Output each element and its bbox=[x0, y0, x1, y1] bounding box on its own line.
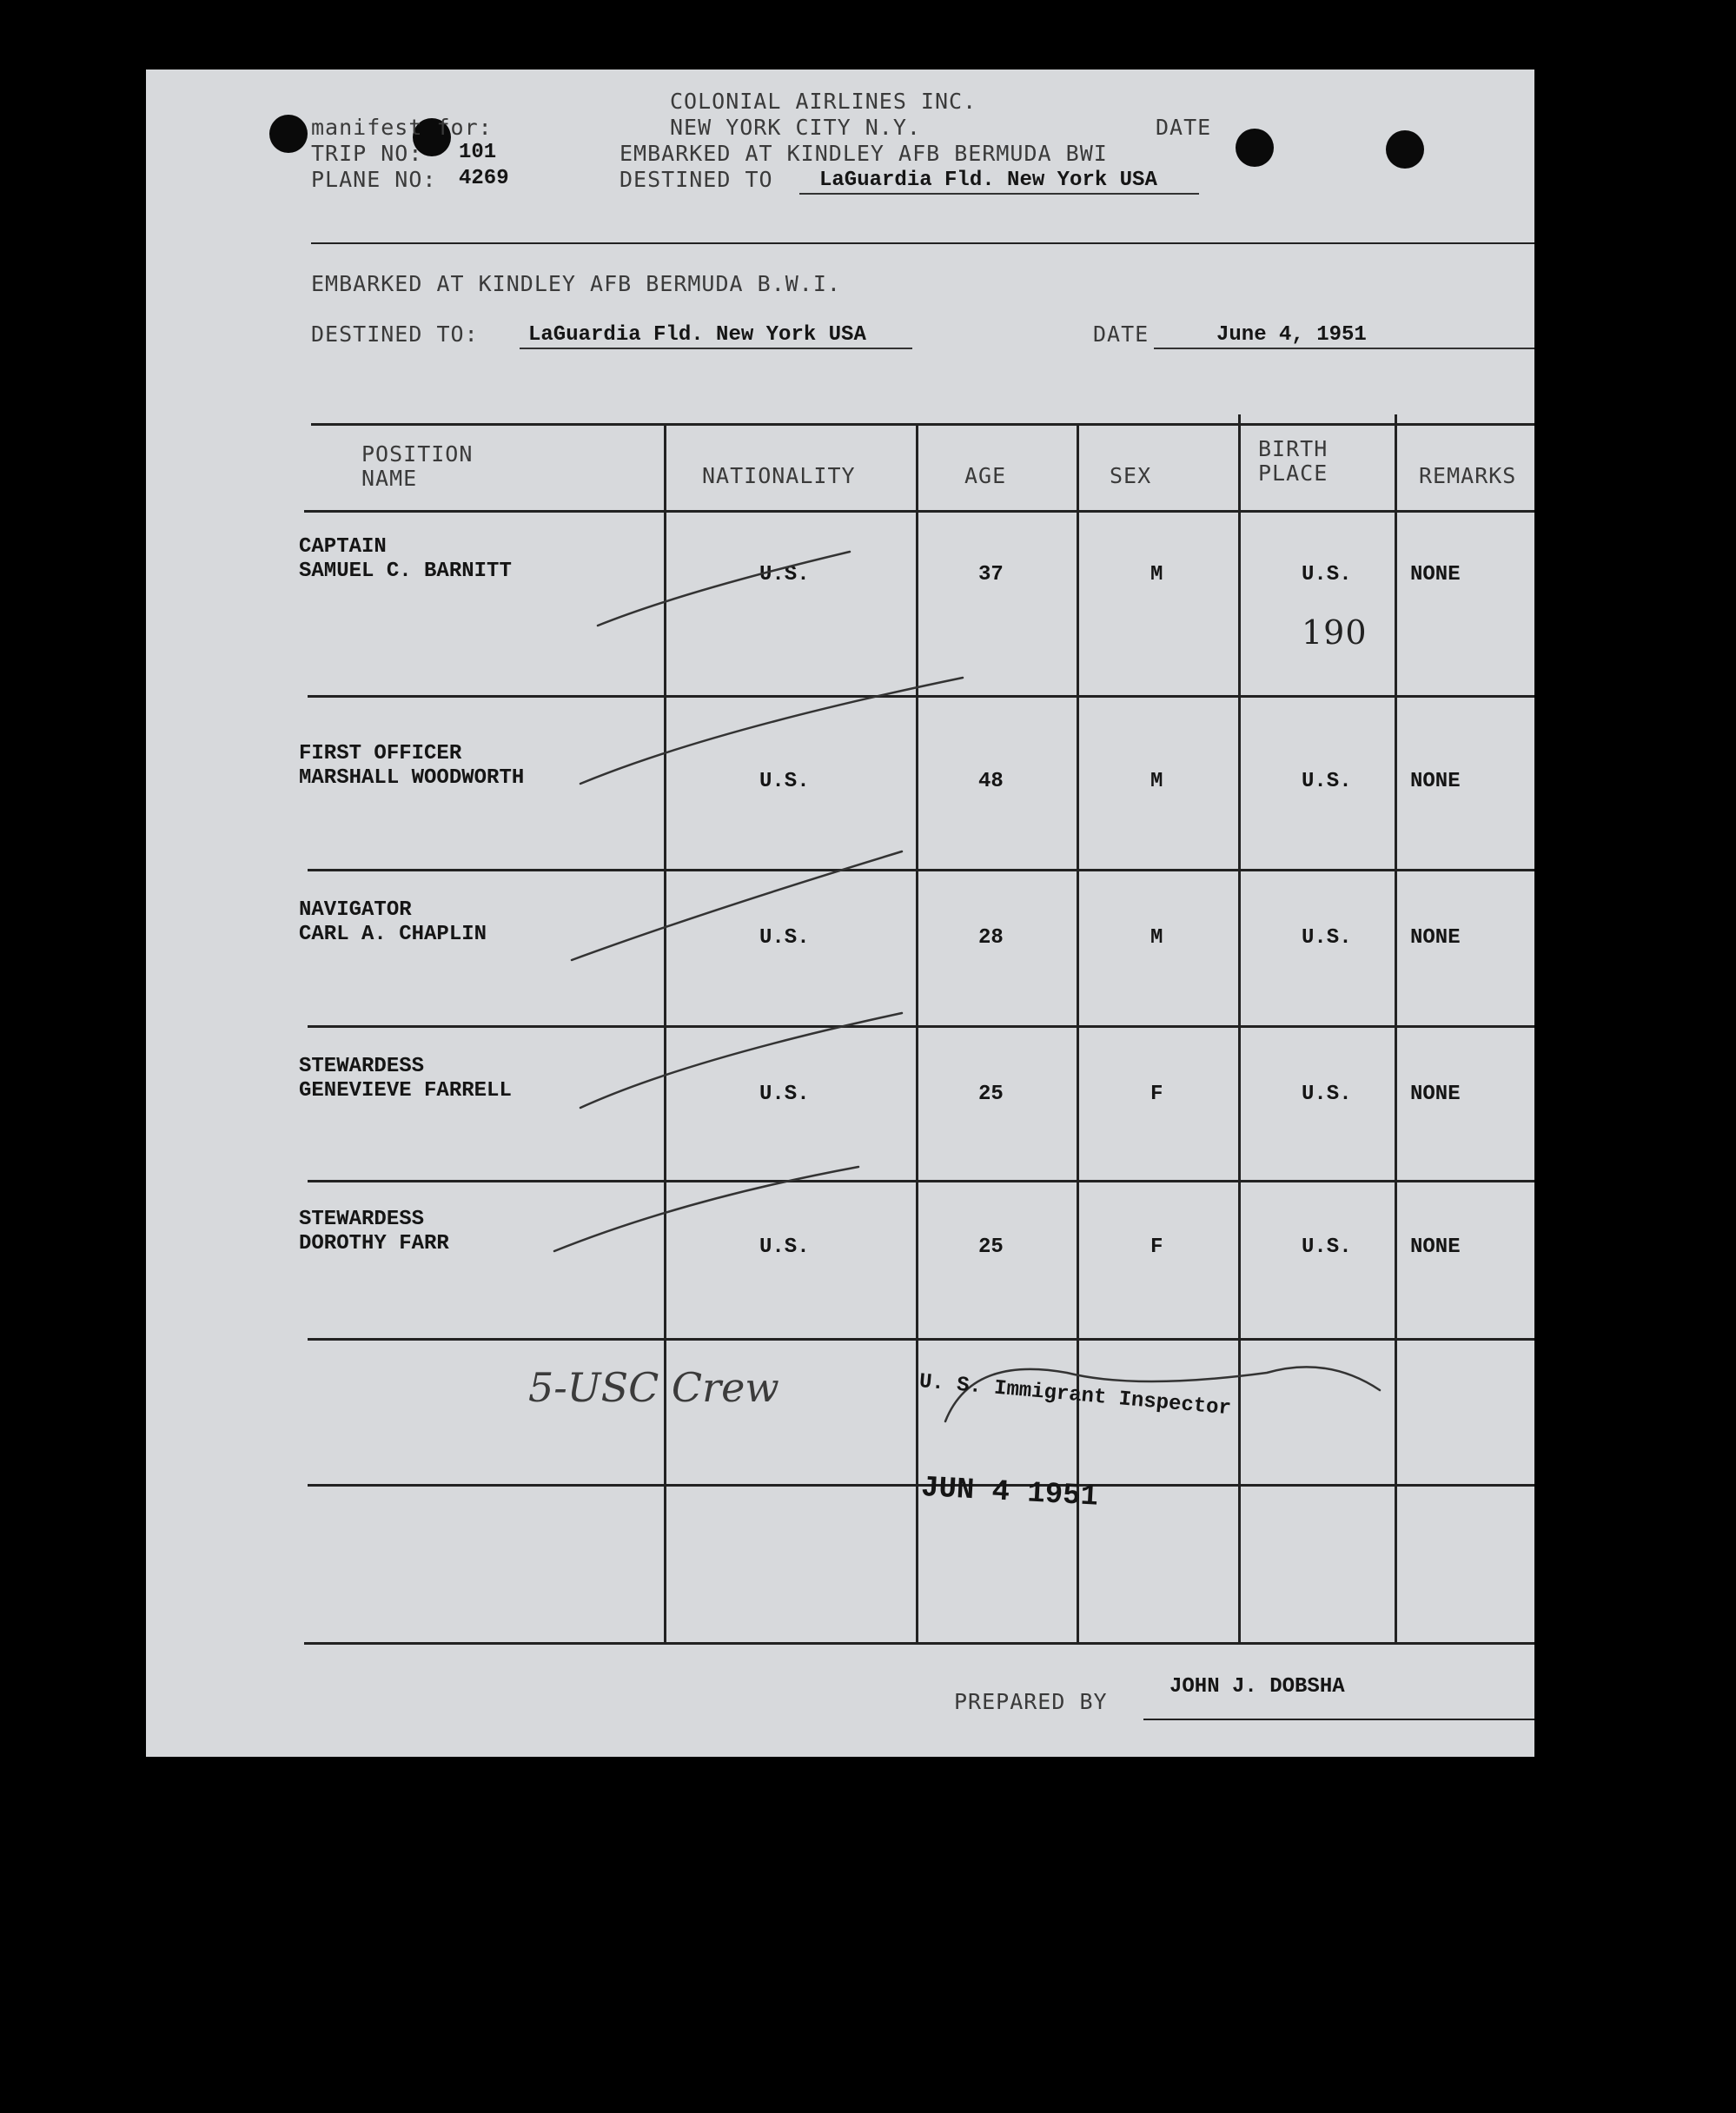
crew-position: NAVIGATOR bbox=[299, 898, 412, 922]
plane-number: 4269 bbox=[459, 167, 509, 190]
crew-position: STEWARDESS bbox=[299, 1208, 425, 1231]
birth-place-cell: U.S. bbox=[1302, 1083, 1352, 1106]
embarked-full: EMBARKED AT KINDLEY AFB BERMUDA B.W.I. bbox=[311, 271, 841, 296]
remarks-cell: NONE bbox=[1410, 1083, 1461, 1106]
col-header-age: AGE bbox=[964, 463, 1007, 488]
date-label: DATE bbox=[1093, 321, 1150, 347]
remarks-cell: NONE bbox=[1410, 1235, 1461, 1259]
destined-value-2: LaGuardia Fld. New York USA bbox=[528, 323, 866, 347]
crew-note: 5-USC Crew bbox=[528, 1364, 779, 1411]
birth-place-cell: U.S. bbox=[1302, 1235, 1352, 1259]
crew-name: MARSHALL WOODWORTH bbox=[299, 766, 525, 790]
col-header-name: NAME bbox=[361, 466, 418, 491]
age-cell: 37 bbox=[978, 563, 1004, 586]
col-header-remarks: REMARKS bbox=[1419, 463, 1517, 488]
col-header-birth: BIRTH bbox=[1258, 436, 1329, 461]
birth-place-cell: U.S. bbox=[1302, 770, 1352, 793]
sex-cell: M bbox=[1150, 770, 1163, 793]
manifest-label: manifest for: bbox=[311, 115, 493, 140]
crew-position: STEWARDESS bbox=[299, 1055, 425, 1078]
destined-label-2: DESTINED TO: bbox=[311, 321, 479, 347]
age-cell: 25 bbox=[978, 1235, 1004, 1259]
sex-cell: F bbox=[1150, 1083, 1163, 1106]
company-name: COLONIAL AIRLINES INC. bbox=[670, 89, 977, 114]
nationality-cell: U.S. bbox=[759, 1083, 810, 1106]
crew-name: GENEVIEVE FARRELL bbox=[299, 1079, 512, 1103]
prepared-by-label: PREPARED BY bbox=[954, 1689, 1108, 1714]
col-header-position: POSITION bbox=[361, 441, 474, 467]
birth-place-cell: U.S. bbox=[1302, 563, 1352, 586]
date-stamp: JUN 4 1951 bbox=[920, 1472, 1099, 1514]
destined-value: LaGuardia Fld. New York USA bbox=[819, 169, 1157, 192]
nationality-cell: U.S. bbox=[759, 563, 810, 586]
plane-label: PLANE NO: bbox=[311, 167, 437, 192]
remarks-cell: NONE bbox=[1410, 563, 1461, 586]
nationality-cell: U.S. bbox=[759, 926, 810, 950]
trip-label: TRIP NO: bbox=[311, 141, 423, 166]
date-value: June 4, 1951 bbox=[1216, 323, 1367, 347]
age-cell: 25 bbox=[978, 1083, 1004, 1106]
manifest-page bbox=[146, 70, 1534, 1757]
nationality-cell: U.S. bbox=[759, 770, 810, 793]
col-header-sex: SEX bbox=[1110, 463, 1152, 488]
age-cell: 28 bbox=[978, 926, 1004, 950]
sex-cell: F bbox=[1150, 1235, 1163, 1259]
company-city: NEW YORK CITY N.Y. bbox=[670, 115, 921, 140]
nationality-cell: U.S. bbox=[759, 1235, 810, 1259]
remarks-cell: NONE bbox=[1410, 770, 1461, 793]
sex-cell: M bbox=[1150, 563, 1163, 586]
sex-cell: M bbox=[1150, 926, 1163, 950]
col-header-place: PLACE bbox=[1258, 460, 1329, 486]
crew-position: FIRST OFFICER bbox=[299, 742, 462, 765]
check-strokes bbox=[146, 70, 1534, 1757]
crew-name: CARL A. CHAPLIN bbox=[299, 923, 487, 946]
embarked-line: EMBARKED AT KINDLEY AFB BERMUDA BWI bbox=[620, 141, 1108, 166]
destined-label: DESTINED TO bbox=[620, 167, 773, 192]
prepared-by-name: JOHN J. DOBSHA bbox=[1169, 1675, 1345, 1699]
remarks-cell: NONE bbox=[1410, 926, 1461, 950]
crew-position: CAPTAIN bbox=[299, 535, 387, 559]
crew-name: SAMUEL C. BARNITT bbox=[299, 560, 512, 583]
age-cell: 48 bbox=[978, 770, 1004, 793]
date-label-top: DATE bbox=[1156, 115, 1212, 140]
crew-name: DOROTHY FARR bbox=[299, 1232, 449, 1255]
inspector-stamp: U. S. Immigrant Inspector bbox=[918, 1370, 1232, 1421]
col-header-nationality: NATIONALITY bbox=[702, 463, 856, 488]
birth-place-cell: U.S. bbox=[1302, 926, 1352, 950]
trip-number: 101 bbox=[459, 141, 497, 164]
page-number: 190 bbox=[1302, 613, 1368, 652]
